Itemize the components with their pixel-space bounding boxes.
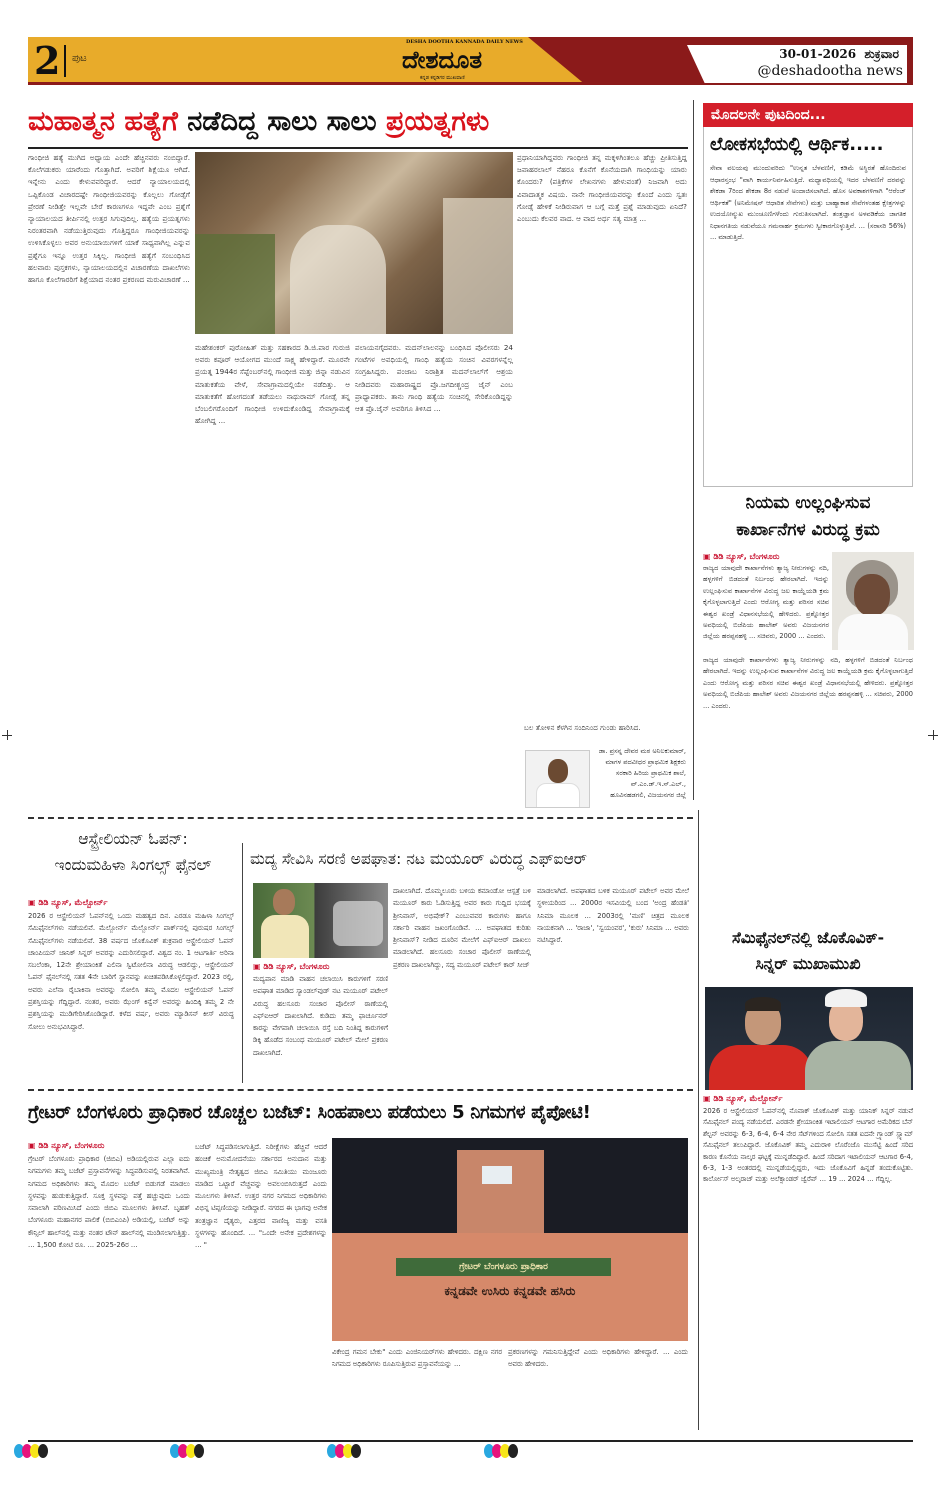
minister-photo [832, 552, 914, 650]
page-label: ಪುಟ [72, 53, 87, 64]
ao-headline-line1: ಆಸ್ಟ್ರೇಲಿಯನ್ ಓಪನ್: [78, 830, 188, 848]
djokovic-hair [745, 997, 781, 1011]
black-dot [508, 1444, 518, 1458]
section-divider-2 [28, 1089, 693, 1091]
social-handle: @deshadootha news [757, 63, 903, 79]
lead-column-1: ಗಾಂಧೀಜಿ ಹತ್ಯೆ ಮುಗಿದ ಅಧ್ಯಾಯ ಎಂದೇ ಹೆಚ್ಚಿನವರು ನಂಬಿದ್ದಾರೆ. ಕೊಲೆಗಡುಕರು ಯಾರೆಂದು ಗೊತ್ತಾಗಿದೆ. ಅವರಿಗೆ ಶಿಕ್ಷೆಯೂ ಆಗಿದೆ. ಇನ್ನೇನು ಎಂದು ಕೇಳುವವರಿದ್ದಾರೆ. ಆದರೆ ನ್ಯಾಯಾಲಯದಲ್ಲಿ ಒಪ್ಪಿಕೊಂಡ ವಿಚಾರದಷ್ಟೇ ಗಾಂಧೀಜಿಯವರನ್ನು ಕೊಲ್ಲಲು ಗೋಡ್ಸೆಗೆ ಪ್ರೇರಣೆ ನೀಡಿತ್ತೇ ಇಲ್ಲವೇ ಬೇರೆ ಕಾರಣಗಳೂ ಇದ್ದವೇ ಎಂಬ ಪ್ರಶ್ನೆಗೆ ನ್ಯಾಯಾಲಯದ ತೀರ್ಪಿನಲ್ಲಿ ಉತ್ತರ ಸಿಗುವುದಿಲ್ಲ. ಹತ್ಯೆಯ ಪ್ರಯತ್ನಗಳು ನಿರಂತರವಾಗಿ ನಡೆಯುತ್ತಿರುವುದು ಗೊತ್ತಿದ್ದರೂ ಗಾಂಧೀಜಿಯವರನ್ನು ಉಳಿಸಿಕೊಳ್ಳಲು ಅವರ ಅನುಯಾಯಿಗಳಿಗೆ ಯಾಕೆ ಸಾಧ್ಯವಾಗಿಲ್ಲ ಎನ್ನುವ ಪ್ರಶ್ನೆಗೂ ಇನ್ನೂ ಉತ್ತರ ಸಿಕ್ಕಿಲ್ಲ. ಗಾಂಧೀಜಿ ಹತ್ಯೆಗೆ ಸಂಬಂಧಿಸಿದ ಹಲವಾರು ಪುಸ್ತಕಗಳು, ನ್ಯಾಯಾಲಯದಲ್ಲಿನ ವಿಚಾರಣೆಯ ದಾಖಲೆಗಳು ಹಾಗೂ ಕೊಲೆಗಾರರಿಗೆ ಶಿಕ್ಷೆಯಾದ ನಂತರ ಪ್ರಕರಣದ ಮರುವಿಚಾರಣೆ ... [28, 153, 190, 285]
headline-rule [28, 147, 688, 149]
budget-photo [332, 1138, 688, 1341]
tennis-headline-line1: ಸೆಮಿಫೈನಲ್‌ನಲ್ಲಿ ಜೊಕೊವಿಕ್- [731, 929, 885, 947]
headline-red-1: ಮಹಾತ್ಮನ ಹತ್ಯೆಗೆ [28, 106, 178, 137]
headline-black: ನಡೆದಿದ್ದ ಸಾಲು ಸಾಲು [187, 106, 377, 137]
tennis-byline: ▣ ಡಿಡಿ ನ್ಯೂಸ್, ಮೆಲ್ಬೋರ್ನ್ [703, 1094, 782, 1104]
registration-mark-3 [327, 1443, 359, 1462]
lead-column-3: ಪಲಾಯನಗೈದವರು. ಮದನ್‌ಲಾಲನನ್ನು ಬಂಧಿಸಿದ ಪೊಲೀಸರು 24 ಗಂಟೆಗಳ ಅವಧಿಯಲ್ಲಿ ಗಾಂಧಿ ಹತ್ಯೆಯ ಸಂಚಿನ ವಿವರಗಳನ್ನೆಲ್ಲ ಸಂಗ್ರಹಿಸಿದ್ದರು. ಪಂಜಾಬ ನಿರಾಶ್ರಿತ ಮದನ್‌ಲಾಲ್‌ಗೆ ಆಶ್ರಯ ನೀಡಿದವರು ಮಹಾರಾಷ್ಟ್ರದ ಪ್ರೊ.ಜಗದೀಶ್ಚಂದ್ರ ಜೈನ್ ಎಂಬ ಪ್ರಾಧ್ಯಾಪಕರು. ತಾನು ಗಾಂಧಿ ಹತ್ಯೆಯ ಸಂಚಿನಲ್ಲಿ ಸೇರಿಕೊಂಡಿದ್ದನ್ನು ಆತ ಪ್ರೊ.ಜೈನ್ ಅವರಿಗೂ ತಿಳಿಸಿದ ... [355, 343, 513, 414]
brand-logo: ದೇಶದೂತ [402, 45, 483, 74]
black-dot [351, 1444, 361, 1458]
accident-col-2: ದಾಖಲಾಗಿದೆ. ದೊಮ್ಮಲೂರು ಬಳಿಯ ಕಮಾಂಡೋ ಆಸ್ಪತ್ರೆ ಬಳಿ ಮಯೂರ್ ಕಾರು ಓಡಿಸುತ್ತಿದ್ದ ಅವರ ಕಾರು ಗುದ್ದಿದ ಭಯಕ್ಕೆ ಶ್ರೀನಿವಾಸ್, ಅಭಿಷೇಕ್? ಎಂಬುವವರ ಕಾರುಗಳು ಹಾಗೂ ಸರ್ಕಾರಿ ವಾಹನ ಜಖಂಗೊಂಡಿವೆ. ... ಅಪಘಾತದ ಕುರಿತು ಶ್ರೀನಿವಾಸ್? ನೀಡಿದ ದೂರಿನ ಮೇಲೆಗೆ ಎಫ್‌ಐಆರ್ ದಾಖಲು ಮಾಡಲಾಗಿದೆ. ಹಲಸೂರು ಸಂಚಾರ ಪೊಲೀಸ್ ಠಾಣೆಯಲ್ಲಿ ಪ್ರಕರಣ ದಾಖಲಾಗಿದ್ದು, ಸದ್ಯ ಮಯೂರ್ ಪಟೇಲ್ ಕಾರ್ ಸೀಜ್ [393, 887, 531, 969]
date-value: 30-01-2026 [779, 47, 857, 61]
ao-divider [242, 843, 243, 1083]
page-number-divider [64, 45, 66, 77]
accident-byline: ▣ ಡಿಡಿ ನ್ಯೂಸ್, ಬೆಂಗಳೂರು [253, 962, 329, 972]
clock-face [482, 1166, 512, 1184]
brand-tagline: ಕನ್ನಡ ಕನ್ನಡಿಗರ ಮುಖವಾಣಿ [420, 75, 465, 81]
issue-date [779, 47, 899, 62]
author-credit: ಡಾ. ಪ್ರಸನ್ನ ದೇವರ ಮಠ ಅನಿಲಕುಮಾರ್, ಮಾಗಳ ಪದವೀಧರ ಪ್ರಾಥಮಿಕ ಶಿಕ್ಷಕರು ಸರಕಾರಿ ಹಿರಿಯ ಪ್ರಾಥಮಿಕ ಶಾಲೆ, ವ್.ಎಂ.ಡ್.ಇ.ಸ್.ಎಲ್., ಹೂವಿನಹಡಗಲಿ, ವಿಜಯನಗರ ಜಿಲ್ಲೆ [598, 747, 686, 799]
factory-headline-line1: ನಿಯಮ ಉಲ್ಲಂಘಿಸುವ [745, 493, 871, 513]
sinner-shirt [805, 1041, 911, 1090]
authority-signboard: ಗ್ರೇಟರ್ ಬೆಂಗಳೂರು ಪ್ರಾಧಿಕಾರ [396, 1258, 611, 1276]
ao-headline-line2: ಇಂದುಮಹಿಳಾ ಸಿಂಗಲ್ಸ್ ಫೈನಲ್ [54, 856, 212, 874]
headline-red-2: ಪ್ರಯತ್ನಗಳು [385, 106, 490, 137]
day-value: ಶುಕ್ರವಾರ [864, 47, 899, 61]
tennis-body: 2026 ರ ಆಸ್ಟ್ರೇಲಿಯನ್ ಓಪನ್‌ನಲ್ಲಿ ನೊವಾಕ್ ಜೊಕೊವಿಕ್ ಮತ್ತು ಯಾನಿಕ್ ಸಿನ್ನರ್ ನಡುವೆ ಸೆಮಿಫೈನಲ್ ಪಂದ್ಯ ನಡೆಯಲಿದೆ. ಎರಡನೇ ಶ್ರೇಯಾಂಕಿತ ಇಟಾಲಿಯನ್ ಆಟಗಾರ ಅಮೆರಿಕದ ಬೆನ್ ಶೆಲ್ಟನ್ ಅವರನ್ನು 6-3, 6-4, 6-4 ನೇರ ಸೆಟ್‌ಗಳಿಂದ ಸೋಲಿಸಿ ಸತತ ಐದನೇ ಗ್ರ್ಯಾಂಡ್ ಸ್ಲ್ಯಾಮ್ ಸೆಮಿಫೈನಲ್ ತಲುಪಿದ್ದಾರೆ. ಜೊಕೊವಿಕ್ ತಮ್ಮ ಎದುರಾಳಿ ಲೊರೆಂಜೊ ಮುಸೆಟ್ಟಿ ಹಿಂದೆ ಸರಿದ ಕಾರಣ ಕೊನೆಯ ನಾಲ್ಕರ ಘಟ್ಟಕ್ಕೆ ಮುನ್ನಡೆದಿದ್ದಾರೆ. ಹಿಂದೆ ಸರಿದಾಗ ಇಟಾಲಿಯನ್ ಆಟಗಾರ 6-4, 6-3, 1-3 ಅಂತರದಲ್ಲಿ ಮುನ್ನಡೆಯಲ್ಲಿದ್ದರು, ಇದು ಜೊಕೊವಿಗೆ ಹಿನ್ನಡೆ ತಂದುಕೊಟ್ಟಿತು. ಕಾರ್ಲೋಸ್ ಅಲ್ಕರಾಜ್ ಮತ್ತು ಅಲೆಕ್ಸಾಂಡರ್ ಜ್ವೆರೆವ್ ... 19 ... 2024 ... ಗೆದ್ದಿಲ್ಲ. [703, 1107, 913, 1184]
lead-column-4: ಪ್ರಧಾನಿಯಾಗಿದ್ದವರು ಗಾಂಧೀಜಿ ತನ್ನ ಮಕ್ಕಳಿಗಿಂತಲೂ ಹೆಚ್ಚು ಪ್ರೀತಿಸುತ್ತಿದ್ದ ಜವಾಹರಲಾಲ್ ನೆಹರೂ ಕೊನೆಗೆ ಕೊನೆಯದಾಗಿ ಗಾಂಧಿಯನ್ನು ಯಾರು ಕೊಂದರು? (ಪತ್ರಿಕೆಗಳ ಲೇಖನಗಳು ಹೇಳುವಂತೆ) ನಿಜವಾಗಿ ಅದು ವಿವಾದಾತ್ಮಕ ವಿಷಯ. ನಾನೇ ಗಾಂಧೀಜಿಯವರನ್ನು ಕೊಂದೆ ಎಂದು ಸ್ವತಃ ಗೋಡ್ಸೆ ಹೇಳಿಕೆ ನೀಡಿರುವಾಗ ಆ ಬಗ್ಗೆ ಮತ್ತೆ ಪ್ರಶ್ನೆ ಮಾಡುವುದು ಏನಿದೆ? ಎಂಬುದು ಕೆಲವರ ವಾದ. ಆ ವಾದ ಅರ್ಧ ಸತ್ಯ ಮಾತ್ರ ... [517, 153, 687, 224]
budget-byline: ▣ ಡಿಡಿ ನ್ಯೂಸ್, ಬೆಂಗಳೂರು [28, 1141, 104, 1151]
ao-byline: ▣ ಡಿಡಿ ನ್ಯೂಸ್, ಮೆಲ್ಬೋರ್ನ್ [28, 898, 107, 908]
crop-mark-right [928, 730, 938, 740]
minister-shirt [838, 614, 908, 650]
crop-mark-left [2, 730, 12, 740]
sidebar-divider [698, 810, 699, 1430]
footer-rule [28, 1440, 913, 1442]
budget-col-2: ಬಜೆಟ್ ಸಿದ್ಧಪಡಿಸಲಾಗುತ್ತಿದೆ. ನಿರೀಕ್ಷೆಗಳು ಹೆಚ್ಚಿವೆ ಆದರೆ ಹಂಚಿಕೆ ಅನುಮೋದನೆಯು ಸರ್ಕಾರದ ಅನುದಾನ ಮತ್ತು ಮುಖ್ಯಮಂತ್ರಿ ನೇತೃತ್ವದ ಜಿಬಿಎ ಸಮಿತಿಯು ಮಂಜೂರು ಮಾಡಿದ ಒಟ್ಟಾರೆ ವೆಚ್ಚವನ್ನು ಅವಲಂಬಿಸಿರುತ್ತದೆ ಎಂದು ಮೂಲಗಳು ತಿಳಿಸಿವೆ. ಉತ್ತರ ನಗರ ನಿಗಮದ ಅಧಿಕಾರಿಗಳು ವಿಭಿನ್ನ ಟಿಪ್ಪಣಿಯನ್ನು ನೀಡಿದ್ದಾರೆ. ನಗರದ ಈ ಭಾಗವು ಅನೇಕ ತಂತ್ರಜ್ಞಾನ ದೈತ್ಯರು, ಎತ್ತರದ ವಾಣಿಜ್ಯ ಮತ್ತು ವಸತಿ ಸ್ಥಳಗಳನ್ನು ಹೊಂದಿದೆ. ... "ಒಂದೇ ಅನೇಕ ಪ್ರದೇಶಗಳನ್ನು ... " [195, 1143, 327, 1250]
ao-body: 2026 ರ ಆಸ್ಟ್ರೇಲಿಯನ್ ಓಪನ್‌ನಲ್ಲಿ ಒಂದು ಮಹತ್ವದ ದಿನ. ಎರಡೂ ಮಹಿಳಾ ಸಿಂಗಲ್ಸ್ ಸೆಮಿಫೈನಲ್‌ಗಳು ನಡೆಯಲಿವೆ. ಮೆಲ್ಬೋರ್ನ್ ಮೆಲ್ಬೋರ್ನ್ ಪಾರ್ಕ್‌ನಲ್ಲಿ ಪುರುಷರ ಸಿಂಗಲ್ಸ್ ಸೆಮಿಫೈನಲ್‌ಗಳು ನಡೆಯಲಿವೆ. 38 ವರ್ಷದ ಜೊಕೊವಿಕ್ ಶುಕ್ರವಾರ ಆಸ್ಟ್ರೇಲಿಯನ್ ಓಪನ್ ಚಾಂಪಿಯನ್ ಜಾನಿಕ್ ಸಿನ್ನರ್ ಅವರನ್ನು ಎದುರಿಸಲಿದ್ದಾರೆ. ವಿಶ್ವದ ನಂ. 1 ಆಟಗಾರ್ತಿ ಅರಿನಾ ಸಬಲೆಂಕಾ, 12ನೇ ಶ್ರೇಯಾಂಕಿತೆ ಎಲಿನಾ ಸ್ವಿಟೋಲಿನಾ ವಿರುದ್ಧ ಆಡಲಿದ್ದು, ಆಸ್ಟ್ರೇಲಿಯನ್ ಓಪನ್ ಫೈನಲ್‌ನಲ್ಲಿ ಸತತ 4ನೇ ಬಾರಿಗೆ ಸ್ಥಾನವನ್ನು ಖಚಿತಪಡಿಸಿಕೊಳ್ಳಲಿದ್ದಾರೆ. 2023 ರಲ್ಲಿ, ಅವರು ಎಲೆನಾ ರೈಬಾಕಿನಾ ಅವರನ್ನು ಸೋಲಿಸಿ ತಮ್ಮ ಮೊದಲ ಆಸ್ಟ್ರೇಲಿಯನ್ ಓಪನ್ ಪ್ರಶಸ್ತಿಯನ್ನು ಗೆದ್ದಿದ್ದಾರೆ. ನಂತರ, ಅವರು ಝೆಂಗ್ ಕಿನ್ವೆನ್ ಅವರನ್ನು ಹಿಂದಿಕ್ಕಿ ತಮ್ಮ 2 ನೇ ಪ್ರಶಸ್ತಿಯನ್ನು ಮುಡಿಗೇರಿಸಿಕೊಂಡಿದ್ದಾರೆ. ಕಳೆದ ವರ್ಷ, ಅವರು ಮ್ಯಾಡಿಸನ್ ಕೀಸ್ ವಿರುದ್ಧ ಸೋಲು ಅನುಭವಿಸಿದ್ದಾರೆ. [28, 912, 234, 1031]
tennis-photo [705, 987, 913, 1090]
black-dot [38, 1444, 48, 1458]
sidebar-body: ಸೇವಾ ವಲಯವು ಮುಂದುವರಿದು "ಉನ್ನತ ಬೆಳವಣಿಗೆ, ಕಡಿಮೆ ಅಸ್ಥಿರತೆ ಹೊಂದಿರುವ ಆಧಾರಸ್ತಂಭ "ವಾಗಿ ಕಾರ್ಯನಿರ್ವಹಿಸುತ್ತಿದೆ. ಮಧ್ಯಾವಧಿಯಲ್ಲಿ ಇದರ ಬೆಳವಣಿಗೆ ದರವನ್ನು ಶೇಕಡಾ 7ರಿಂದ ಶೇಕಡಾ 8ರ ನಡುವೆ ಅಂದಾಜಿಸಲಾಗಿದೆ. ಹೊಸ ಅವಕಾಶಗಳಿಗಾಗಿ "ಆರೆಂಜ್ ಆರ್ಥಿಕತೆ" (ಅನಿಮೇಷನ್ ಆಧಾರಿತ ಸೇವೆಗಳು) ಮತ್ತು ಬಾಹ್ಯಾಕಾಶ ಸೇವೆಗಳಂತಹ ಕ್ಷೇತ್ರಗಳನ್ನು ಉದಯೋನ್ಮುಖ ಮುಂಚೂಣಿಗಳೆಂದು ಗುರುತಿಸಲಾಗಿದೆ. ತಂತ್ರಜ್ಞಾನ ಅಳವಡಿಕೆಯ ಜಾಗತಿಕ ನಿಧಾನಗತಿಯ ನಡುವೆಯೂ ಗಮನಾರ್ಹ ಕ್ರಮಗಳು ಸ್ವೀಕಾರಗೊಳ್ಳುತ್ತಿವೆ. ... (ಸರಾಸರಿ 56%) ... ಮಾಡುತ್ತಿದೆ. [710, 164, 906, 241]
black-dot [194, 1444, 204, 1458]
sinner-cap [825, 989, 867, 1007]
accident-col-1: ಮದ್ಯಪಾನ ಮಾಡಿ ವಾಹನ ಚಲಾಯಿಸಿ ಕಾರುಗಳಿಗೆ ಸರಣಿ ಅಪಘಾತ ಮಾಡಿದ ಸ್ಯಾಂಡಲ್‌ವುಡ್ ನಟ ಮಯೂರ್ ಪಟೇಲ್ ವಿರುದ್ಧ ಹಲಸೂರು ಸಂಚಾರ ಪೊಲೀಸ್ ಠಾಣೆಯಲ್ಲಿ ಎಫ್‌ಐಆರ್ ದಾಖಲಾಗಿದೆ. ಕುಡಿದು ತಮ್ಮ ಫಾರ್ಚೂನರ್ ಕಾರನ್ನು ವೇಗವಾಗಿ ಚಲಾಯಿಸಿ ರಸ್ತೆ ಬದಿ ನಿಂತಿದ್ದ ಕಾರುಗಳಿಗೆ ಡಿಕ್ಕಿ ಹೊಡೆದ ಸಂಬಂಧ ಮಯೂರ್ ಪಟೇಲ್ ಮೇಲೆ ಪ್ರಕರಣ ದಾಖಲಾಗಿದೆ. [253, 975, 388, 1057]
tennis-headline [703, 925, 913, 977]
accident-col-3: ಮಾಡಲಾಗಿದೆ. ಅಪಘಾತದ ಬಳಿಕ ಮಯೂರ್ ಪಟೇಲ್ ಅವರ ಮೇಲೆ ಸ್ಥಳೀಯರಿಂದ ... 2000ರ ಇಸವಿಯಲ್ಲಿ ಬಂದ 'ಅಂದ್ರ ಹೆಂಡತಿ' ಸಿನಿಮಾ ಮೂಲಕ ... 2003ರಲ್ಲಿ 'ಮಣಿ' ಚಿತ್ರದ ಮೂಲಕ ನಾಯಕನಾಗಿ ... 'ರಾಜಾ', 'ಸ್ವಯಂವರ', 'ಕುರು' ಸಿನಿಮಾ ... ಅವರು ನಟಿಸಿದ್ದಾರೆ. [537, 887, 689, 945]
ao-headline [28, 826, 238, 878]
minister-face [854, 574, 890, 616]
registration-mark-2 [170, 1443, 202, 1462]
accident-headline: ಮದ್ಯ ಸೇವಿಸಿ ಸರಣಿ ಅಪಘಾತ: ನಟ ಮಯೂರ್ ವಿರುದ್ಧ ಎಫ್‌ಐಆರ್ [250, 850, 588, 868]
lead-column-2: ಮಹೇಶಂಕರ್ ಪುರೋಹಿತ್ ಮತ್ತು ಸಹಕಾರದ ಡಿ.ಜಿ.ಪಾರ ಗುರುಜಿ ಅವರು ಕಪೂರ್ ಆಯೋಗದ ಮುಂದೆ ಸಾಕ್ಷ್ಯ ಹೇಳಿದ್ದಾರೆ. ಮೂರನೇ ಪ್ರಯತ್ನ 1944ರ ಸೆಪ್ಟೆಂಬರ್‌ನಲ್ಲಿ ಗಾಂಧೀಜಿ ಮತ್ತು ಜಿನ್ನಾ ನಡುವಿನ ಮಾತುಕತೆಯ ವೇಳೆ, ಸೇವಾಗ್ರಾಮದಲ್ಲಿಯೇ ನಡೆದಿತ್ತು. ಆ ಮಾತುಕತೆಗೆ ಹೋಗದಂತೆ ತಡೆಯಲು ನಾಥುರಾಮ್ ಗೋಡ್ಸೆ ತನ್ನ ಬೆಂಬಲಿಗರೊಂದಿಗೆ ಗಾಂಧೀಜಿ ಉಳಿದುಕೊಂಡಿದ್ದ ಸೇವಾಗ್ರಾಮಕ್ಕೆ ಹೋಗಿದ್ದ ... [195, 343, 350, 426]
tennis-headline-line2: ಸಿನ್ನರ್ ಮುಖಾಮುಖಿ [755, 955, 861, 973]
lead-photo [195, 152, 513, 334]
budget-col-4: ಪ್ರಕರಣಗಳನ್ನು ಗಮನಿಸುತ್ತಿದ್ದೇವೆ ಎಂದು ಅಧಿಕಾರಿಗಳು ಹೇಳಿದ್ದಾರೆ. ... ಎಂದು ಅವರು ಹೇಳಿದರು. [508, 1348, 688, 1369]
actor-shirt [261, 915, 309, 958]
photo-figure-green [195, 234, 275, 334]
lead-headline [28, 104, 688, 140]
section-divider [28, 817, 693, 819]
damaged-car [333, 901, 383, 946]
actor-face [273, 889, 295, 915]
sidebar-headline: ಲೋಕಸಭೆಯಲ್ಲಿ ಆರ್ಥಿಕ..... [710, 134, 884, 155]
author-face [548, 759, 568, 783]
registration-mark-4 [484, 1443, 516, 1462]
factory-body-part1: ರಾಜ್ಯದ ಯಾವುದೇ ಕಾರ್ಖಾನೆಗಳು ತ್ಯಾಜ್ಯ ನೀರುಗಳನ್ನು ನದಿ, ಹಳ್ಳಗಳಿಗೆ ಬಿಡದಂತೆ ನಿರ್ಬಂಧ ಹೇರಲಾಗಿದೆ. ಇದನ್ನು ಉಲ್ಲಂಘಿಸುವ ಕಾರ್ಖಾನೆಗಳ ವಿರುದ್ಧ ಜಲ ಕಾಯ್ದೆಯಡಿ ಕ್ರಮ ಕೈಗೊಳ್ಳಲಾಗುತ್ತಿದೆ ಎಂದು ಆರೋಗ್ಯ ಮತ್ತು ಪರಿಸರ ಸಚಿವ ಈಶ್ವರ ಖಂಡ್ರೆ ವಿಧಾನಸಭೆಯಲ್ಲಿ ಹೇಳಿದರು. ಪ್ರಶ್ನೋತ್ತರ ಅವಧಿಯಲ್ಲಿ ಬಿಜೆಪಿಯ ಹಾಲೇಶ್ ಅವರು ವಿಜಯನಗರ ಜಿಲ್ಲೆಯ ಹರಪ್ಪನಹಳ್ಳಿ ... ಸಚಿವರು, 2000 ... ಎಂದರು. [703, 564, 829, 641]
budget-col-1: ಗ್ರೇಟರ್ ಬೆಂಗಳೂರು ಪ್ರಾಧಿಕಾರ (ಜಿಬಿಎ) ಅಡಿಯಲ್ಲಿರುವ ಎಲ್ಲಾ ಐದು ನಿಗಮಗಳು ತಮ್ಮ ಬಜೆಟ್ ಪ್ರಸ್ತಾವನೆಗಳನ್ನು ಸಿದ್ಧಪಡಿಸುವಲ್ಲಿ ನಿರತವಾಗಿವೆ. ನಿಗಮದ ಅಧಿಕಾರಿಗಳು ತಮ್ಮ ಮೊದಲ ಬಜೆಟ್ ಬಿಡುಗಡೆ ಮಾಡಲು ಸ್ಥಳವನ್ನು ಹುಡುಕುತ್ತಿದ್ದಾರೆ. ಸೂಕ್ತ ಸ್ಥಳವನ್ನು ಪತ್ತೆ ಹಚ್ಚುವುದು ಒಂದು ಸವಾಲಾಗಿ ಪರಿಣಮಿಸಿದೆ ಎಂದು ಜಿಬಿಎ ಮೂಲಗಳು ತಿಳಿಸಿವೆ. ಬೃಹತ್ ಬೆಂಗಳೂರು ಮಹಾನಗರ ಪಾಲಿಕೆ (ಬಿಬಿಎಂಪಿ) ಅಡಿಯಲ್ಲಿ, ಬಜೆಟ್ ಅನ್ನು ಕೌನ್ಸಿಲ್ ಹಾಲ್‌ನಲ್ಲಿ ಮತ್ತು ನಂತರ ಟೌನ್ ಹಾಲ್‌ನಲ್ಲಿ ಮಂಡಿಸಲಾಗುತ್ತಿತ್ತು. ... 1,500 ಕೋಟಿ ರೂ. ... 2025-26ರ ... [28, 1155, 190, 1250]
photo-figure [290, 225, 385, 334]
accident-photo [253, 883, 388, 958]
budget-headline: ಗ್ರೇಟರ್ ಬೆಂಗಳೂರು ಪ್ರಾಧಿಕಾರ ಚೊಚ್ಚಲ ಬಜೆಟ್: ಸಿಂಹಪಾಲು ಪಡೆಯಲು 5 ನಿಗಮಗಳ ಪೈಪೋಟಿ! [28, 1102, 591, 1123]
sidebar-section-label: ಮೊದಲನೇ ಪುಟದಿಂದ... [703, 103, 913, 127]
column-divider [693, 100, 694, 800]
masthead [28, 37, 913, 85]
registration-mark-1 [14, 1443, 46, 1462]
author-shirt [536, 783, 580, 808]
kannada-slogan: ಕನ್ನಡವೇ ಉಸಿರು ಕನ್ನಡವೇ ಹಸಿರು [444, 1284, 576, 1298]
author-photo [525, 750, 590, 808]
budget-col-3: ವಿಕೇಂದ್ರ ಗಮನ ಬೇಕು" ಎಂದು ಎಂಜಿನಿಯರ್‌ಗಳು ಹೇಳಿದರು. ದಕ್ಷಿಣ ನಗರ ನಿಗಮದ ಅಧಿಕಾರಿಗಳು ರೂಪಿಸುತ್ತಿರುವ ಪ್ರಸ್ತಾವನೆಯನ್ನು ... [332, 1348, 502, 1369]
page-number: 2 [34, 38, 61, 83]
lead-column-4-end: ಬಲ ತೋಳಿನ ಕೆಳಗಿನ ಸಂದಿನಿಂದ ಗುಂಡು ಹಾರಿಸಿದ. [524, 723, 641, 732]
djokovic-shirt [709, 1045, 813, 1090]
factory-byline: ▣ ಡಿಡಿ ನ್ಯೂಸ್, ಬೆಂಗಳೂರು [703, 552, 779, 562]
factory-headline-line2: ಕಾರ್ಖಾನೆಗಳ ವಿರುದ್ಧ ಕ್ರಮ [736, 520, 880, 540]
factory-body-part2: ರಾಜ್ಯದ ಯಾವುದೇ ಕಾರ್ಖಾನೆಗಳು ತ್ಯಾಜ್ಯ ನೀರುಗಳನ್ನು ನದಿ, ಹಳ್ಳಗಳಿಗೆ ಬಿಡದಂತೆ ನಿರ್ಬಂಧ ಹೇರಲಾಗಿದೆ. ಇದನ್ನು ಉಲ್ಲಂಘಿಸುವ ಕಾರ್ಖಾನೆಗಳ ವಿರುದ್ಧ ಜಲ ಕಾಯ್ದೆಯಡಿ ಕ್ರಮ ಕೈಗೊಳ್ಳಲಾಗುತ್ತಿದೆ ಎಂದು ಆರೋಗ್ಯ ಮತ್ತು ಪರಿಸರ ಸಚಿವ ಈಶ್ವರ ಖಂಡ್ರೆ ವಿಧಾನಸಭೆಯಲ್ಲಿ ಹೇಳಿದರು. ಪ್ರಶ್ನೋತ್ತರ ಅವಧಿಯಲ್ಲಿ ಬಿಜೆಪಿಯ ಹಾಲೇಶ್ ಅವರು ವಿಜಯನಗರ ಜಿಲ್ಲೆಯ ಹರಪ್ಪನಹಳ್ಳಿ ... ಸಚಿವರು, 2000 ... ಎಂದರು. [703, 656, 913, 710]
photo-figure-right [443, 198, 513, 335]
factory-headline [703, 490, 913, 544]
brand-english: DESHA DOOTHA KANNADA DAILY NEWS [406, 39, 523, 45]
